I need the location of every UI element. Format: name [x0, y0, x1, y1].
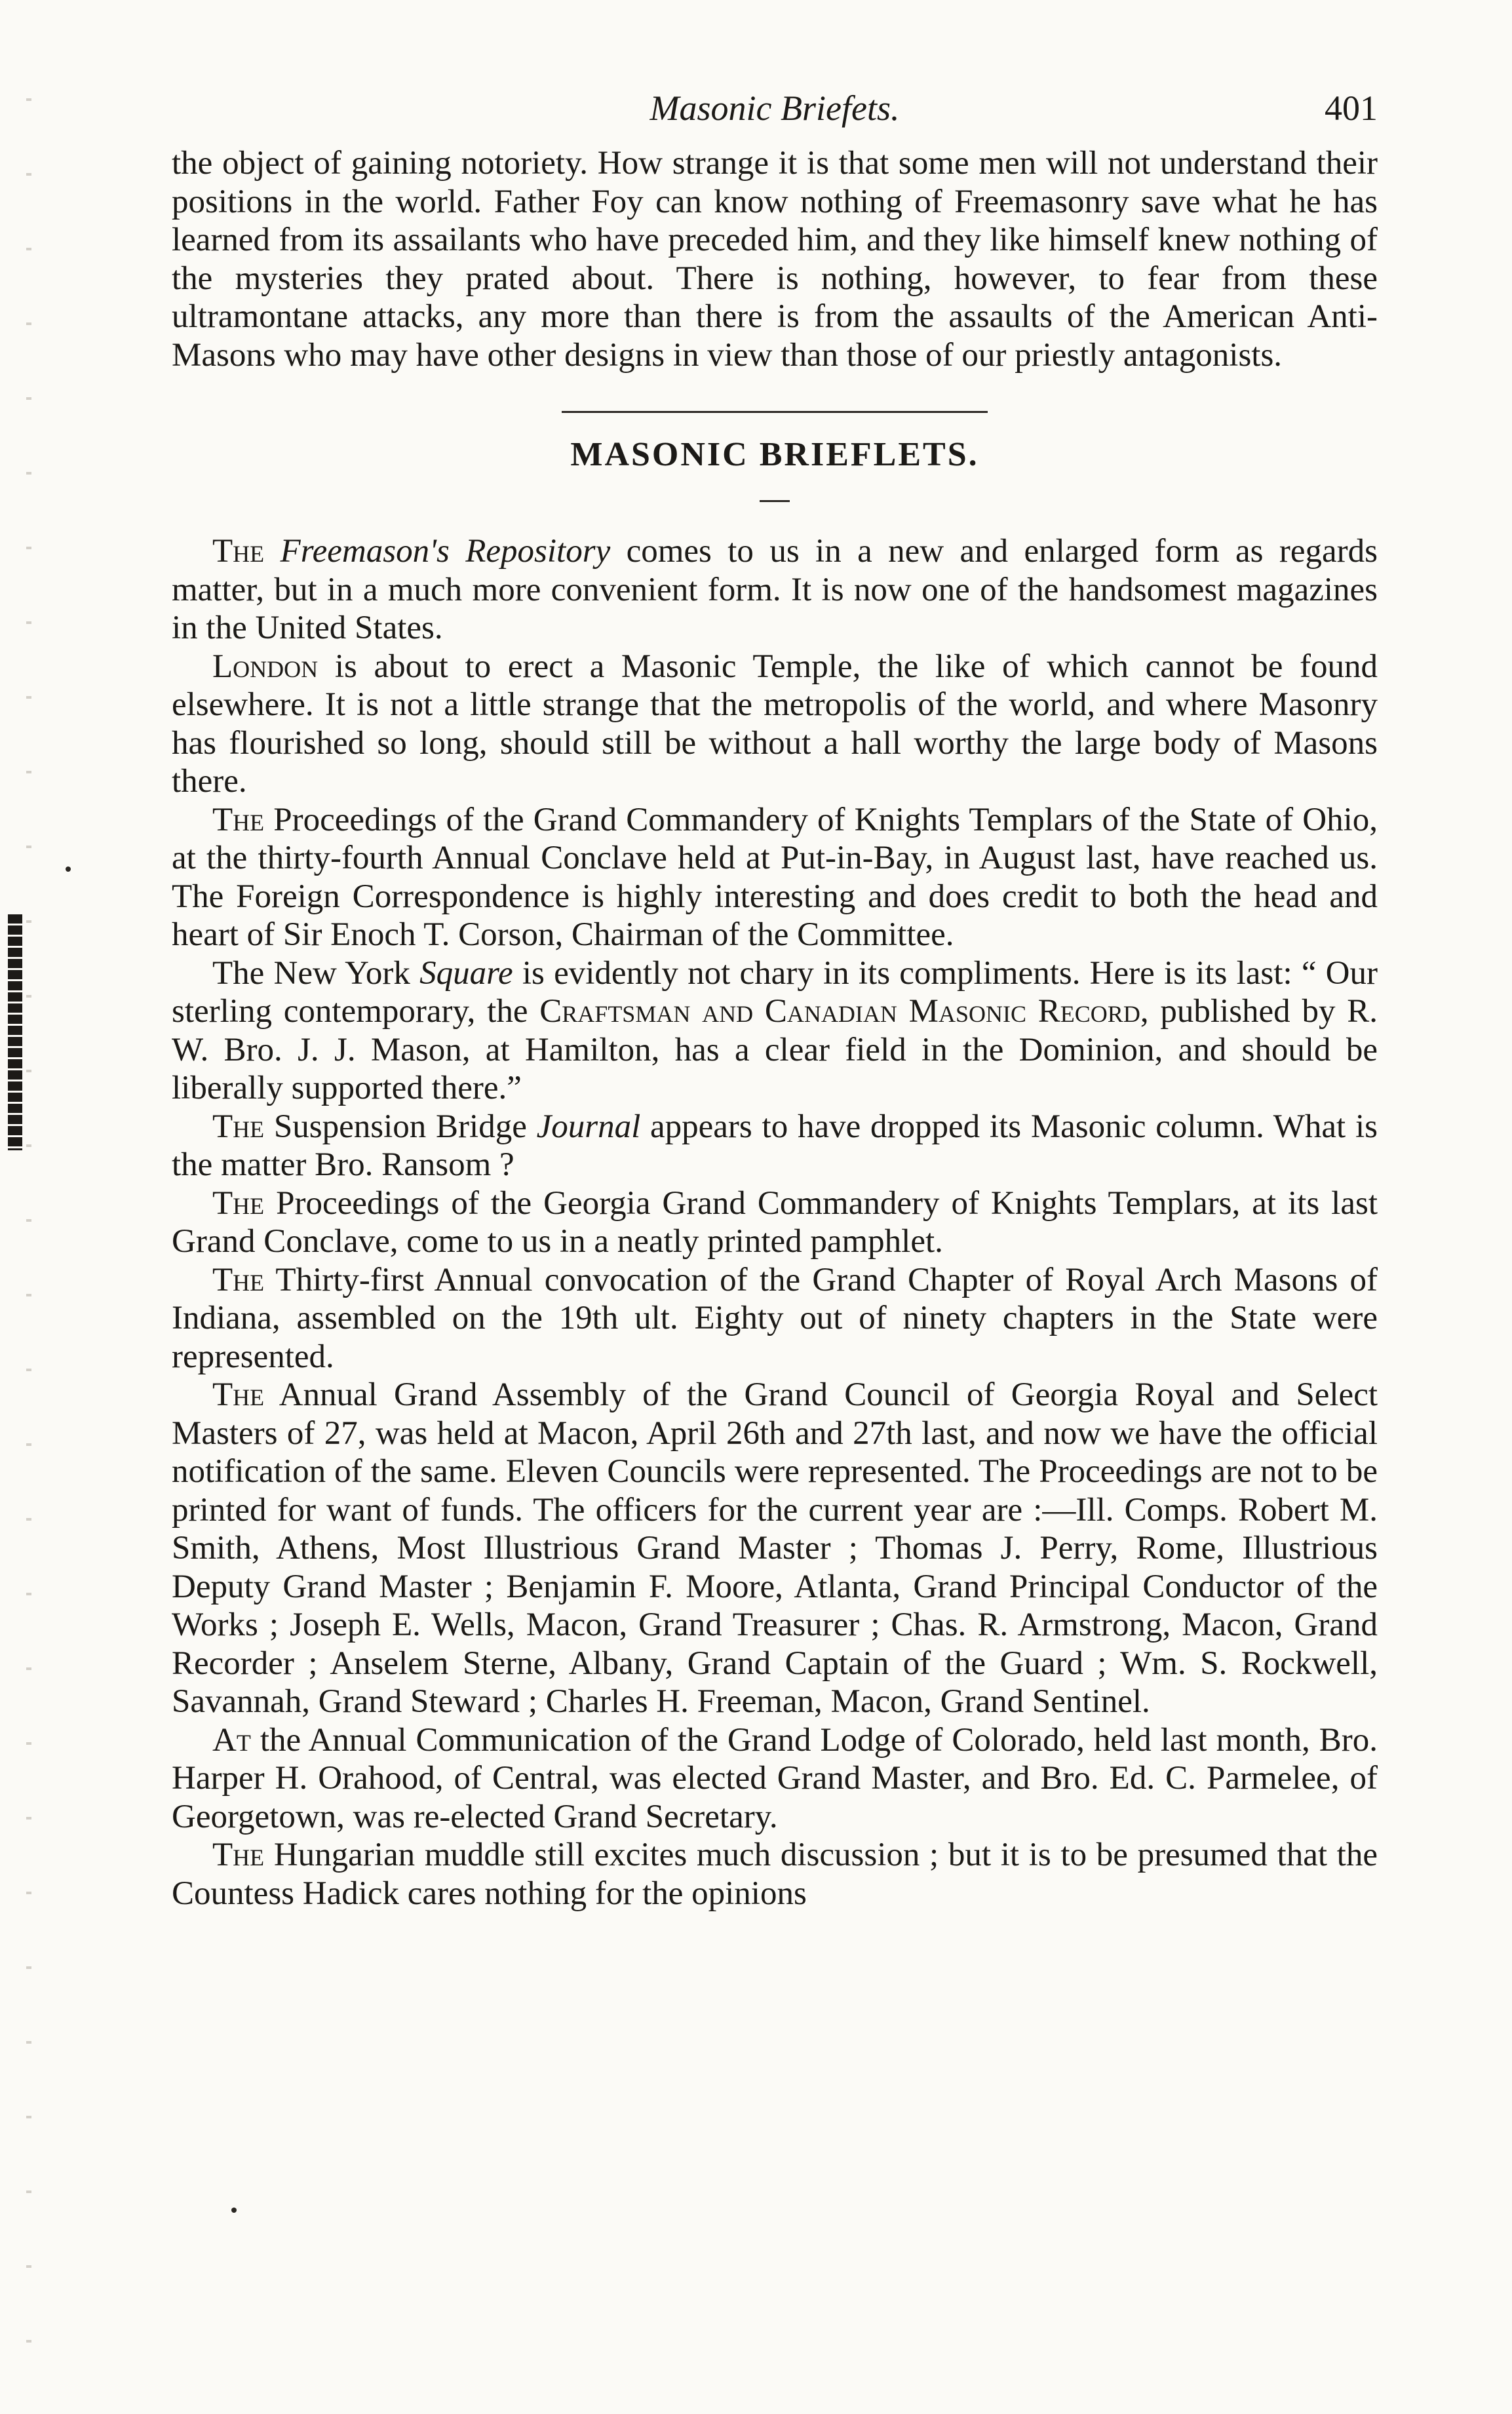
- lead-word: The: [212, 1261, 265, 1298]
- paragraph-text: , published by R. W. Bro. J. J. Mason, at Hamilton, has a clear field in the Dominion, and should be liberally supported there.”: [172, 993, 1378, 1106]
- smallcaps-text: Craftsman and Canadian Masonic Record: [539, 993, 1140, 1030]
- lead-word: The: [212, 1108, 265, 1145]
- brieflet-paragraph: [172, 532, 1378, 648]
- page-number: 401: [1325, 88, 1378, 128]
- lead-word: The: [212, 1837, 265, 1873]
- brieflet-paragraph: [172, 1376, 1378, 1721]
- paragraph-text: The New York: [212, 954, 420, 992]
- italic-title-text: Square: [419, 954, 513, 992]
- paragraph-text: is about to erect a Masonic Temple, the like of which cannot be found elsewhere. It is not a little strange that the metropolis of the world, and where Masonry has flourished so long, should still be without a hall worthy the large body of Masons there.: [172, 648, 1378, 800]
- stray-mark: [66, 866, 71, 872]
- brieflet-paragraph: [172, 1836, 1378, 1913]
- paragraph-text: the Annual Communication of the Grand Lodge of Colorado, held last month, Bro. Harper H. Orahood, of Central, was elected Grand Master, and Bro. Ed. C. Parmelee, of Georgetown, was re-elected Grand Secretary.: [172, 1721, 1378, 1835]
- running-head: [172, 85, 1378, 144]
- paragraph-text: comes to us in a new and enlarged form as regards matter, but in a much more convenient form. It is now one of the handsomest magazines in the United States.: [172, 533, 1378, 646]
- paragraph-text: Hungarian muddle still excites much discussion ; but it is to be presumed that the Countess Hadick cares nothing for the opinions: [172, 1837, 1378, 1912]
- paragraph-text: [264, 533, 280, 570]
- lead-word: The: [212, 533, 265, 570]
- brieflet-paragraph: [172, 1108, 1378, 1184]
- lead-word: The: [212, 801, 265, 838]
- section-dash: [760, 500, 790, 502]
- paragraph-text: Suspension Bridge: [264, 1108, 537, 1145]
- brieflet-paragraph: [172, 801, 1378, 954]
- lead-word: The: [212, 1184, 265, 1222]
- italic-title-text: Journal: [536, 1108, 641, 1145]
- brieflet-paragraph: [172, 1721, 1378, 1837]
- paragraph-text: appears to have dropped its Masonic column. What is the matter Bro. Ransom ?: [172, 1108, 1378, 1183]
- scan-margin-artifact: [26, 26, 31, 2386]
- section-title: MASONIC BRIEFLETS.: [570, 436, 979, 473]
- paragraph-text: Annual Grand Assembly of the Grand Council of Georgia Royal and Select Masters of 27, was held at Macon, April 26th and 27th last, and now we have the official notification of the same. Eleven Councils were represented. The Proceedings are not to be printed for want of funds. The officers for the current year are :—Ill. Comps. Robert M. Smith, Athens, Most Illustrious Grand Master ; Thomas J. Perry, Rome, Illustrious Deputy Grand Master ; Benjamin F. Moore, Atlanta, Grand Principal Conductor of the Works ; Joseph E. Wells, Macon, Grand Treasurer ; Chas. R. Armstrong, Macon, Grand Recorder ; Anselem Sterne, Albany, Grand Captain of the Guard ; Wm. S. Rockwell, Savannah, Grand Steward ; Charles H. Freeman, Macon, Grand Sentinel.: [172, 1376, 1378, 1720]
- stray-mark: [231, 2208, 237, 2213]
- scan-edge-artifact: [8, 914, 22, 1150]
- brieflet-paragraph: [172, 1184, 1378, 1261]
- paragraph-text: Thirty-first Annual convocation of the Grand Chapter of Royal Arch Masons of Indiana, assembled on the 19th ult. Eighty out of ninety chapters in the State were represented.: [172, 1261, 1378, 1375]
- running-title: Masonic Briefets.: [649, 88, 900, 128]
- italic-title-text: Freemason's Repository: [280, 533, 611, 570]
- brieflet-paragraph: [172, 648, 1378, 801]
- paragraph-text: Proceedings of the Grand Commandery of Knights Templars of the State of Ohio, at the thirty-fourth Annual Conclave held at Put-in-Bay, in August last, have reached us. The Foreign Correspondence is highly interesting and does credit to both the head and heart of Sir Enoch T. Corson, Chairman of the Committee.: [172, 801, 1378, 953]
- paragraph-text: Proceedings of the Georgia Grand Commandery of Knights Templars, at its last Grand Conclave, come to us in a neatly printed pamphlet.: [172, 1184, 1378, 1260]
- brieflet-paragraph: [172, 1261, 1378, 1376]
- opening-paragraph: the object of gaining notoriety. How strange it is that some men will not understand their positions in the world. Father Foy can know nothing of Freemasonry save what he has learned from its assailants who have preceded him, and they like himself knew nothing of the mysteries they prated about. There is nothing, however, to fear from these ultramontane attacks, any more than there is from the assaults of the American Anti-Masons who may have other designs in view than those of our priestly antagonists.: [172, 145, 1378, 374]
- brieflets-list: [172, 532, 1378, 1913]
- paragraph-text: is evidently not chary in its compliments. Here is its last: “ Our sterling contemporary, the: [172, 954, 1378, 1030]
- lead-word: London: [212, 648, 319, 685]
- lead-word: At: [212, 1721, 251, 1759]
- book-page: [172, 85, 1378, 1913]
- brieflet-paragraph: [172, 954, 1378, 1108]
- lead-word: The: [212, 1376, 265, 1413]
- section-rule: [562, 411, 988, 413]
